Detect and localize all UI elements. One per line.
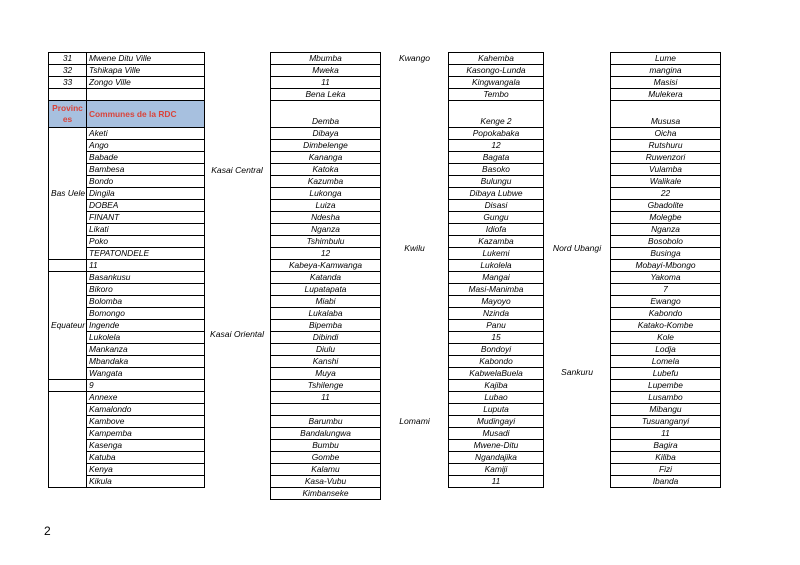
table-row [611, 260, 721, 272]
commune-name: Rutshuru [611, 140, 721, 152]
commune-name: Barumbu [271, 416, 381, 428]
commune-name: Kananga [271, 152, 381, 164]
table-row [611, 248, 721, 260]
commune-name: Kabondo [611, 308, 721, 320]
table-row [449, 356, 544, 368]
commune-name: Kazumba [271, 176, 381, 188]
table-row [449, 332, 544, 344]
table-row [271, 476, 381, 488]
commune-name: 12 [271, 248, 381, 260]
table-row [611, 452, 721, 464]
commune-name: Bagira [611, 440, 721, 452]
commune-name: Masisi [611, 77, 721, 89]
table-row [449, 212, 544, 224]
commune-name: Tshilenge [271, 380, 381, 392]
table-row [611, 308, 721, 320]
commune-name: Lodja [611, 344, 721, 356]
table-row [271, 404, 381, 416]
table-row [449, 464, 544, 476]
table-row [449, 188, 544, 200]
commune-name: Bagata [449, 152, 544, 164]
commune-name: 11 [271, 392, 381, 404]
table-row [271, 332, 381, 344]
table-row [449, 236, 544, 248]
table-row [611, 164, 721, 176]
table-row [611, 152, 721, 164]
table-row [271, 272, 381, 284]
commune-name: Likati [87, 224, 205, 236]
commune-name: Mbumba [271, 53, 381, 65]
table-row [271, 344, 381, 356]
table-row [611, 296, 721, 308]
commune-name: Basankusu [87, 272, 205, 284]
table-row [49, 380, 205, 392]
commune-name: Businga [611, 248, 721, 260]
table-row [271, 452, 381, 464]
empty-cell [87, 89, 205, 101]
commune-name: Tshimbulu [271, 236, 381, 248]
commune-name: mangina [611, 65, 721, 77]
commune-name: Bikoro [87, 284, 205, 296]
commune-name: Ndesha [271, 212, 381, 224]
commune-name: Ewango [611, 296, 721, 308]
table-row [611, 272, 721, 284]
table-row [271, 188, 381, 200]
commune-name: Kabondo [449, 356, 544, 368]
table-row [449, 224, 544, 236]
table-row [449, 308, 544, 320]
commune-name: 11 [271, 77, 381, 89]
table-row [611, 440, 721, 452]
table-row [611, 284, 721, 296]
commune-name: Bandalungwa [271, 428, 381, 440]
table-row [449, 428, 544, 440]
commune-name: Gombe [271, 452, 381, 464]
table-row [49, 260, 205, 272]
province-equateur: Equateur [49, 272, 87, 380]
table-row [449, 101, 544, 128]
commune-name: Basoko [449, 164, 544, 176]
province-label-kasai-central: Kasai Central [211, 165, 263, 175]
commune-name: Kajiba [449, 380, 544, 392]
table-row [449, 404, 544, 416]
communes-table-col2 [270, 52, 381, 500]
commune-name: Kimbanseke [271, 488, 381, 500]
commune-name: 11 [611, 428, 721, 440]
table-row [611, 356, 721, 368]
table-row [449, 476, 544, 488]
table-row [611, 392, 721, 404]
table-row [271, 101, 381, 128]
commune-name: Luputa [449, 404, 544, 416]
commune-name: Lukemi [449, 248, 544, 260]
commune-name: Tusuanganyi [611, 416, 721, 428]
commune-name: Kalamu [271, 464, 381, 476]
table-row [271, 152, 381, 164]
table-row [271, 428, 381, 440]
commune-name: Bosobolo [611, 236, 721, 248]
table-row [449, 140, 544, 152]
province-label-sankuru: Sankuru [560, 367, 593, 377]
province-bas-uele: Bas Uele [49, 128, 87, 260]
commune-name: Muya [271, 368, 381, 380]
commune-name: Masi-Manimba [449, 284, 544, 296]
table-row [271, 392, 381, 404]
commune-name: KabwelaBuela [449, 368, 544, 380]
commune-name: Katako-Kombe [611, 320, 721, 332]
table-row [611, 176, 721, 188]
commune-name [271, 404, 381, 416]
commune-name: Kingwangala [449, 77, 544, 89]
commune-name: Wangata [87, 368, 205, 380]
table-row [271, 284, 381, 296]
empty-cell [49, 89, 87, 101]
table-row [49, 89, 205, 101]
table-row [271, 464, 381, 476]
table-row [449, 368, 544, 380]
commune-name: Bena Leka [271, 89, 381, 101]
commune-name: Tembo [449, 89, 544, 101]
commune-name: Yakoma [611, 272, 721, 284]
table-row [271, 77, 381, 89]
commune-name: Demba [271, 101, 381, 128]
province-label-kasai-oriental: Kasai Oriental [210, 329, 264, 339]
commune-name: Babade [87, 152, 205, 164]
table-row [611, 332, 721, 344]
table-row [449, 77, 544, 89]
table-row [49, 128, 205, 140]
commune-name: Ngandajika [449, 452, 544, 464]
table-row [449, 152, 544, 164]
table-row [449, 440, 544, 452]
table-row [271, 128, 381, 140]
commune-name: Katuba [87, 452, 205, 464]
commune-name: Idiofa [449, 224, 544, 236]
commune-name: Kazamba [449, 236, 544, 248]
table-row [271, 164, 381, 176]
commune-name: 15 [449, 332, 544, 344]
table-row [271, 296, 381, 308]
commune-name: Dibindi [271, 332, 381, 344]
table-row [449, 200, 544, 212]
table-row [271, 380, 381, 392]
communes-table-col1 [48, 52, 205, 488]
commune-name: Oicha [611, 128, 721, 140]
commune-count: 9 [87, 380, 205, 392]
table-row [49, 65, 205, 77]
commune-name: Zongo Ville [87, 77, 205, 89]
commune-name: Mulekera [611, 89, 721, 101]
commune-name: Lubao [449, 392, 544, 404]
table-row [611, 368, 721, 380]
commune-name: Luiza [271, 200, 381, 212]
table-row [611, 236, 721, 248]
table-row [449, 416, 544, 428]
commune-name: Aketi [87, 128, 205, 140]
commune-name: Popokabaka [449, 128, 544, 140]
commune-name: Dimbelenge [271, 140, 381, 152]
table-row [49, 272, 205, 284]
commune-name: Disasi [449, 200, 544, 212]
table-row [449, 284, 544, 296]
table-row [271, 320, 381, 332]
commune-name: Diulu [271, 344, 381, 356]
commune-name: Dibaya [271, 128, 381, 140]
table-row [611, 77, 721, 89]
table-row [449, 260, 544, 272]
commune-name: Molegbe [611, 212, 721, 224]
commune-name: Lukalaba [271, 308, 381, 320]
table-row [271, 212, 381, 224]
province-label-kwilu: Kwilu [404, 243, 425, 253]
commune-name: Panu [449, 320, 544, 332]
commune-name: Kikula [87, 476, 205, 488]
commune-name: Katoka [271, 164, 381, 176]
commune-name: Kenya [87, 464, 205, 476]
commune-name: Nganza [611, 224, 721, 236]
commune-name: Bondo [87, 176, 205, 188]
table-row [611, 428, 721, 440]
commune-name: Kahemba [449, 53, 544, 65]
commune-name: Mayoyo [449, 296, 544, 308]
commune-name: Kole [611, 332, 721, 344]
table-row [49, 53, 205, 65]
table-row [611, 140, 721, 152]
table-row [271, 236, 381, 248]
commune-name: Kabeya-Kamwanga [271, 260, 381, 272]
commune-name: Kiliba [611, 452, 721, 464]
table-row [611, 416, 721, 428]
commune-name: Mususa [611, 101, 721, 128]
table-row [611, 200, 721, 212]
commune-name: Mobayi-Mbongo [611, 260, 721, 272]
commune-name: Lomela [611, 356, 721, 368]
commune-name: Gungu [449, 212, 544, 224]
commune-name: Gbadolite [611, 200, 721, 212]
table-row [611, 65, 721, 77]
table-row [49, 77, 205, 89]
commune-name: Ingende [87, 320, 205, 332]
commune-name: Kamalondo [87, 404, 205, 416]
commune-count: 11 [87, 260, 205, 272]
table-row [611, 380, 721, 392]
commune-name: Dingila [87, 188, 205, 200]
table-row [611, 188, 721, 200]
table-row [271, 416, 381, 428]
commune-name: Lukolela [449, 260, 544, 272]
commune-name: Mweka [271, 65, 381, 77]
commune-name: Miabi [271, 296, 381, 308]
table-row [449, 164, 544, 176]
commune-name: Mangai [449, 272, 544, 284]
table-row [271, 200, 381, 212]
table-row [611, 128, 721, 140]
table-row [611, 476, 721, 488]
commune-name: TEPATONDELE [87, 248, 205, 260]
table-row [271, 440, 381, 452]
commune-name: Lume [611, 53, 721, 65]
table-row [449, 296, 544, 308]
table-row [49, 392, 205, 404]
table-row [271, 308, 381, 320]
table-row [449, 452, 544, 464]
table-row [449, 128, 544, 140]
table-row [449, 248, 544, 260]
commune-name: Lukolela [87, 332, 205, 344]
commune-name: Kamiji [449, 464, 544, 476]
province-label-lomami: Lomami [399, 416, 430, 426]
table-row [611, 53, 721, 65]
commune-name: Lupembe [611, 380, 721, 392]
table-row [271, 224, 381, 236]
commune-name: 12 [449, 140, 544, 152]
table-row [611, 101, 721, 128]
commune-name: Fizi [611, 464, 721, 476]
table-row [611, 212, 721, 224]
table-row [271, 65, 381, 77]
table-row [611, 320, 721, 332]
table-row [271, 89, 381, 101]
commune-name: Tshikapa Ville [87, 65, 205, 77]
commune-name: Kanshi [271, 356, 381, 368]
commune-name: Mbandaka [87, 356, 205, 368]
communes-table-col4 [610, 52, 721, 488]
commune-name: Ango [87, 140, 205, 152]
communes-table-col3 [448, 52, 544, 488]
table-row [271, 140, 381, 152]
commune-name: Walikale [611, 176, 721, 188]
empty-cell [49, 380, 87, 392]
table-row [611, 404, 721, 416]
commune-name: Lupatapata [271, 284, 381, 296]
commune-name: 22 [611, 188, 721, 200]
commune-name: Bipemba [271, 320, 381, 332]
commune-name: Bambesa [87, 164, 205, 176]
commune-name: Dibaya Lubwe [449, 188, 544, 200]
table-row [271, 176, 381, 188]
table-row [271, 260, 381, 272]
commune-name: Mibangu [611, 404, 721, 416]
table-row [449, 53, 544, 65]
province-label-kwango: Kwango [398, 53, 431, 63]
commune-name: Vulamba [611, 164, 721, 176]
commune-name: FINANT [87, 212, 205, 224]
commune-name: Lukonga [271, 188, 381, 200]
table-row [449, 272, 544, 284]
commune-name: Mudingayi [449, 416, 544, 428]
commune-name: Bumbu [271, 440, 381, 452]
table-row [449, 320, 544, 332]
table-row [449, 176, 544, 188]
commune-name: Kenge 2 [449, 101, 544, 128]
table-row [611, 224, 721, 236]
commune-name: Bomongo [87, 308, 205, 320]
table-row [271, 356, 381, 368]
commune-name: 7 [611, 284, 721, 296]
commune-name: Poko [87, 236, 205, 248]
header-row [49, 101, 205, 128]
row-number: 32 [49, 65, 87, 77]
table-row [449, 89, 544, 101]
commune-name: DOBEA [87, 200, 205, 212]
empty-cell [49, 260, 87, 272]
commune-name: Nzinda [449, 308, 544, 320]
commune-name: Nganza [271, 224, 381, 236]
commune-name: Mankanza [87, 344, 205, 356]
commune-name: Annexe [87, 392, 205, 404]
commune-name: Mwene-Ditu [449, 440, 544, 452]
row-number: 33 [49, 77, 87, 89]
commune-name: Kampemba [87, 428, 205, 440]
table-row [449, 344, 544, 356]
commune-name: Kambove [87, 416, 205, 428]
table-row [611, 89, 721, 101]
row-number: 31 [49, 53, 87, 65]
commune-name: Bulungu [449, 176, 544, 188]
table-row [271, 488, 381, 500]
table-row [449, 65, 544, 77]
table-row [611, 344, 721, 356]
table-row [449, 392, 544, 404]
table-row [449, 380, 544, 392]
header-communes: Communes de la RDC [87, 101, 205, 128]
commune-name: Mwene Ditu Ville [87, 53, 205, 65]
commune-name: Lubefu [611, 368, 721, 380]
commune-name: Lusambo [611, 392, 721, 404]
commune-name: Bolomba [87, 296, 205, 308]
commune-name: Ruwenzori [611, 152, 721, 164]
commune-name: Kasa-Vubu [271, 476, 381, 488]
table-row [611, 464, 721, 476]
table-row [271, 368, 381, 380]
commune-name: Katanda [271, 272, 381, 284]
commune-name: Bondoyi [449, 344, 544, 356]
province-unlabeled [49, 392, 87, 488]
province-label-nord-ubangi: Nord Ubangi [552, 243, 602, 253]
table-row [271, 53, 381, 65]
page-number: 2 [44, 524, 51, 538]
commune-name: Ibanda [611, 476, 721, 488]
commune-name: Kasenga [87, 440, 205, 452]
header-provinces: Provinc es [49, 101, 87, 128]
table-row [271, 248, 381, 260]
commune-name: Musadi [449, 428, 544, 440]
commune-name: Kasongo-Lunda [449, 65, 544, 77]
commune-name: 11 [449, 476, 544, 488]
